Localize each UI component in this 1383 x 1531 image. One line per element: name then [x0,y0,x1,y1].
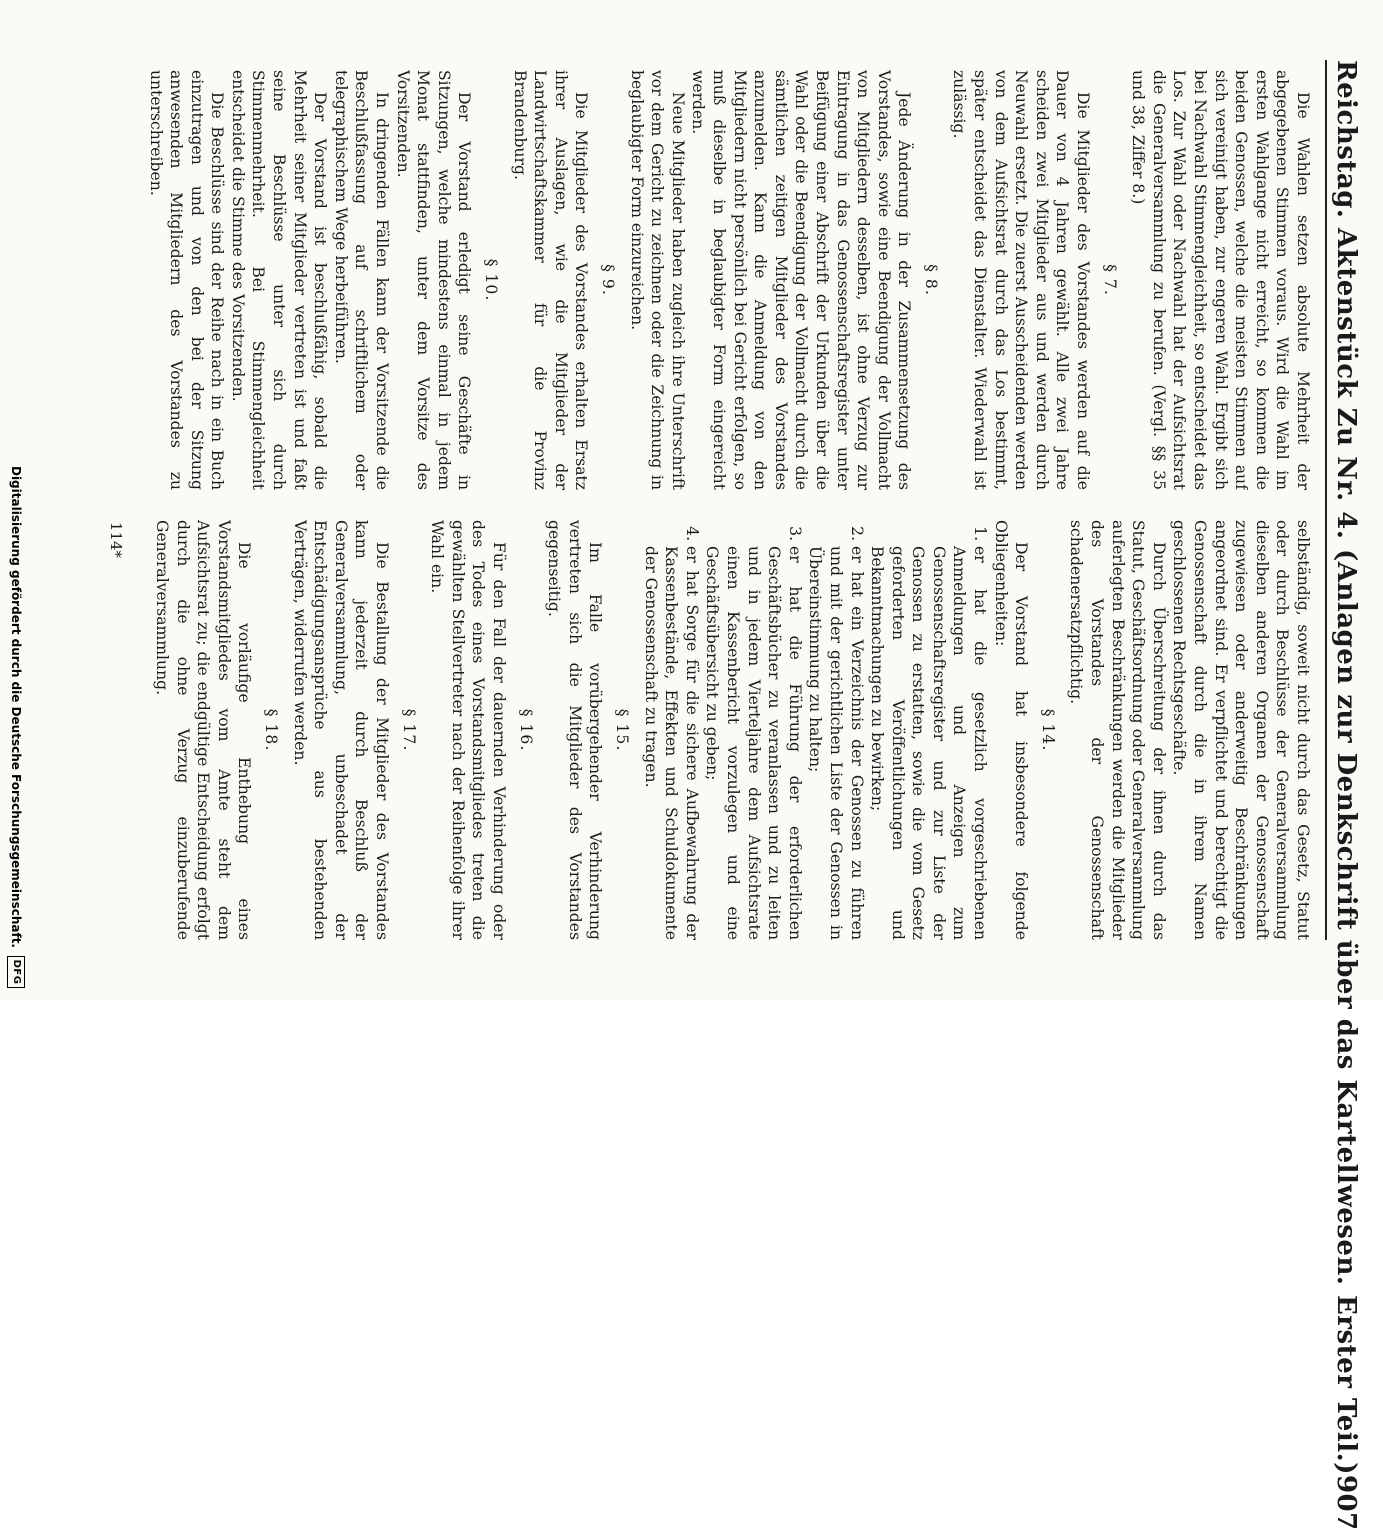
footer-credit-text: Digitalisierung gefördert durch die Deutsche Forschungsgemeinschaft. [9,465,24,948]
paragraph: Der Vorstand erledigt seine Geschäfte in Sitzungen, welche mindestens einmal in jedem Monat stattfinden, unter dem Vorsitze des Vorsitzenden. [393,70,474,490]
header-rule [1325,60,1327,940]
section-heading: § 8. [921,264,940,296]
page-header [1331,60,1371,1531]
duty-item: 4. er hat Sorge für die sichere Aufbewahrung der Kassenbestände, Effekten und Schuldokumente der Genossenschaft zu tragen. [640,546,702,940]
section-heading: § 17. [399,708,418,752]
section-heading: § 14. [1038,708,1057,752]
paragraph: Die Bestallung der Mitglieder des Vorstandes kann jederzeit durch Beschluß der Generalversammlung, unbeschadet der Entschädigungsansprüche aus bestehenden Verträgen, widerrufen werden. [290,520,392,940]
dfg-logo-icon: DFG [8,956,26,988]
duty-item: 2. er hat ein Verzeichnis der Genossen zu führen und mit der gerichtlichen Liste der Genossen in Übereinstimmung zu halten; [805,546,867,940]
footer-page-number: 114* [107,521,125,559]
digitization-footer [0,0,33,1000]
section-heading: § 7. [1100,264,1119,296]
paragraph: Die Beschlüsse sind der Reihe nach in ein Buch einzutragen und von den bei der Sitzung anwesenden Mitgliedern des Vorstandes zu unterschreiben. [146,70,227,490]
paragraph: Im Falle vorübergehender Verhinderung vertreten sich die Mitglieder des Vorstandes gegenseitig. [545,520,605,940]
paragraph: Jede Änderung in der Zusammensetzung des Vorstandes, sowie eine Beendigung der Vollmacht von Mitgliedern desselben, ist ohne Verzug zur Eintragung in das Genossenschaftsregister unter Beifügung einer Abschrift der Urkunden über die Wahl oder die Beendigung der Vollmacht durch die sämtlichen zeitigen Mitglieder des Vorstandes anzumelden. Kann die Anmeldung von den Mitgliedern nicht persönlich bei Gericht erfolgen, so muß dieselbe in beglaubigter Form eingereicht werden. [689,70,914,490]
paragraph: Die Mitglieder des Vorstandes erhalten Ersatz ihrer Auslagen, wie die Mitglieder der Landwirtschaftskammer für die Provinz Brandenburg. [510,70,591,490]
paragraph: Die vorläufige Enthebung eines Vorstandsmitgliedes vom Amte steht dem Aufsichtsrat zu; die endgültige Entscheidung erfolgt durch die ohne Verzug einzuberufende Generalversammlung. [153,520,254,940]
duties-list [640,520,990,940]
section-heading: § 15. [613,708,631,752]
paragraph: Der Vorstand ist beschlußfähig, sobald die Mehrheit seiner Mitglieder vertreten ist und faßt seine Beschlüsse unter sich durch Stimmenmehrheit. Bei Stimmengleichheit entscheidet die Stimme des Vorsitzenden. [228,70,330,490]
paragraph: Der Vorstand hat insbesondere folgende Obliegenheiten: [991,520,1031,940]
left-column [143,70,1313,490]
paragraph: Neue Mitglieder haben zugleich ihre Unterschrift vor dem Gericht zu zeichnen oder die Zeichnung in beglaubigter Form einzureichen. [627,70,687,490]
duty-item: 1. er hat die gesetzlich vorgeschriebenen Anmeldungen und Anzeigen zum Genossenschaftsregister und zur Liste der Genossen zu erstatten, sowie die vom Gesetz geforderten Veröffentlichungen und Bekanntmachungen zu bewirken; [867,546,991,940]
header-page-number: 907 [1331,1474,1361,1531]
header-title: Reichstag. Aktenstück Zu Nr. 4. (Anlagen zur Denkschrift über das Kartellwesen. Erster Teil.) [1331,60,1361,1475]
section-heading: § 9. [599,264,617,296]
paragraph: Die Wahlen setzen absolute Mehrheit der abgegebenen Stimmen voraus. Wird die Wahl im ersten Wahlgange nicht erreicht, so kommen die beiden Genossen, welche die meisten Stimmen auf sich vereinigt haben, zur engeren Wahl. Ergibt sich bei Nachwahl Stimmengleichheit, so entscheidet das Los. Zur Wahl oder Nachwahl hat der Aufsichtsrat die Generalversammlung zu berufen. (Vergl. §§ 35 und 38, Ziffer 8.) [1129,70,1312,490]
section-heading: § 10. [482,258,501,302]
paragraph: Die Mitglieder des Vorstandes werden auf die Dauer von 4 Jahren gewählt. Alle zwei Jahre scheiden zwei Mitglieder aus und werden durch Neuwahl ersetzt. Die zuerst Ausscheidenden werden von dem Aufsichtsrat durch das Los bestimmt, später entscheidet das Dienstalter. Wiederwahl ist zulässig. [950,70,1093,490]
paragraph: Durch Überschreitung der ihnen durch das Statut, Geschäftsordnung oder Generalversammlung auferlegten Beschränkungen werden die Mitglieder des Vorstandes der Genossenschaft schadenersatzpflichtig. [1067,520,1168,940]
section-heading: § 18. [262,708,281,752]
paragraph: selbständig, soweit nicht durch das Gesetz, Statut oder durch Beschlüsse der Generalversammlung dieselben anderen Organen der Genossenschaft zugewiesen oder anderweitig Beschränkungen angeordnet sind. Er verpflichtet und berechtigt die Genossenschaft durch die in ihrem Namen geschlossenen Rechtsgeschäfte. [1170,520,1312,940]
paragraph: Für den Fall der dauernden Verhinderung oder des Todes eines Vorstandsmitgliedes treten die gewählten Stellvertreter nach der Reihenfolge ihrer Wahl ein. [428,520,509,940]
section-heading: § 16. [516,708,535,752]
duty-item: 3. er hat die Führung der erforderlichen Geschäftsbücher zu veranlassen und zu leiten und in jedem Vierteljahre dem Aufsichtsrate einen Kassenbericht vorzulegen und eine Geschäftsübersicht zu geben; [702,546,805,940]
paragraph: In dringenden Fällen kann der Vorsitzende die Beschlußfassung auf schriftlichem oder telegraphischem Wege herbeiführen. [331,70,392,490]
right-column [143,520,1313,940]
